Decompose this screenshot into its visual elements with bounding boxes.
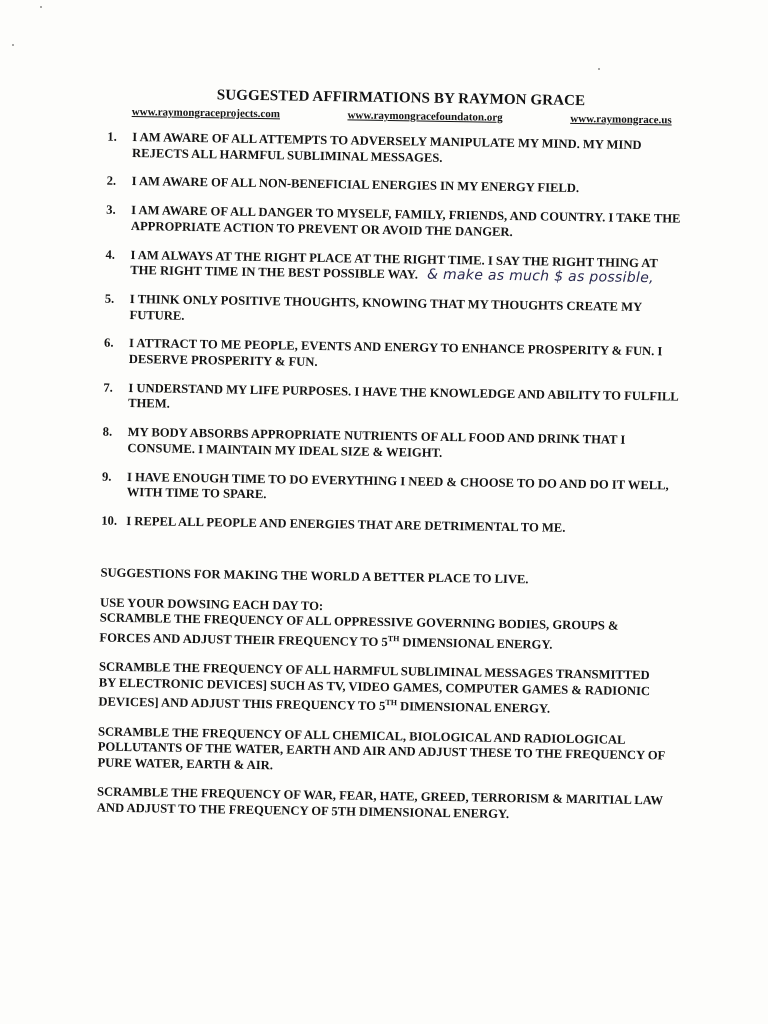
item-number: 9. [101, 469, 112, 484]
item-text: MY BODY ABSORBS APPROPRIATE NUTRIENTS OF ALL FOOD AND DRINK THAT I CONSUME. I MAINTAIN MY IDEAL SIZE & WEIGHT. [127, 425, 626, 460]
dowsing-intro: USE YOUR DOWSING EACH DAY TO: [99, 595, 324, 613]
list-item [103, 380, 683, 420]
website-link-projects[interactable]: www.raymongraceprojects.com [131, 105, 281, 121]
item-number: 8. [102, 424, 113, 439]
item-text: I THINK ONLY POSITIVE THOUGHTS, KNOWING THAT MY THOUGHTS CREATE MY FUTURE. [129, 292, 642, 323]
website-link-us[interactable]: www.raymongrace.us [570, 112, 672, 127]
item-number: 2. [106, 173, 117, 189]
item-text: I AM ALWAYS AT THE RIGHT PLACE AT THE RIGHT TIME. I SAY THE RIGHT THING AT THE RIGHT TIME IN THE BEST POSSIBLE WAY. [130, 247, 658, 282]
item-number: 7. [103, 380, 113, 395]
item-number: 3. [106, 202, 116, 218]
item-number: 5. [104, 291, 115, 306]
suggestions-section [96, 566, 670, 839]
ordinal-suffix: TH [387, 633, 400, 643]
list-item [105, 247, 685, 287]
ordinal-suffix: TH [385, 698, 398, 708]
list-item [101, 514, 681, 539]
scramble-text: SCRAMBLE THE FREQUENCY OF ALL OPPRESSIVE GOVERNING BODIES, GROUPS & FORCES AND ADJUST THEIR FREQUENCY TO 5 [99, 610, 619, 649]
item-number: 4. [105, 247, 116, 262]
list-item [102, 469, 682, 509]
list-item [107, 130, 687, 170]
list-item [107, 174, 687, 199]
list-item [102, 425, 682, 465]
list-item [104, 292, 684, 332]
scramble-paragraph: SCRAMBLE THE FREQUENCY OF ALL CHEMICAL, BIOLOGICAL AND RADIOLOGICAL POLLUTANTS OF THE WATER, EARTH AND AIR AND ADJUST THESE TO THE FREQUENCY OF PURE WATER, EARTH & AIR. [97, 724, 665, 772]
item-text: I HAVE ENOUGH TIME TO DO EVERYTHING I NEED & CHOOSE TO DO AND DO IT WELL, WITH TIME TO SPARE. [126, 469, 669, 502]
scramble-paragraph [98, 660, 669, 719]
item-text: I AM AWARE OF ALL ATTEMPTS TO ADVERSELY MANIPULATE MY MIND. MY MIND REJECTS ALL HARMFUL SUBLIMINAL MESSAGES. [132, 130, 642, 165]
affirmations-list [101, 130, 687, 552]
document-title: SUGGESTED AFFIRMATIONS BY RAYMON GRACE [216, 87, 586, 110]
item-number: 10. [101, 513, 118, 528]
item-text: I AM AWARE OF ALL NON-BENEFICIAL ENERGIES IN MY ENERGY FIELD. [131, 174, 580, 196]
item-text: I ATTRACT TO ME PEOPLE, EVENTS AND ENERGY TO ENHANCE PROSPERITY & FUN. I DESERVE PROSPERITY & FUN. [128, 336, 663, 369]
item-text: I AM AWARE OF ALL DANGER TO MYSELF, FAMILY, FRIENDS, AND COUNTRY. I TAKE THE APPROPRIATE ACTION TO PREVENT OR AVOID THE DANGER. [130, 203, 681, 239]
scramble-text-end: DIMENSIONAL ENERGY. [399, 634, 553, 652]
scramble-text-end: DIMENSIONAL ENERGY. [396, 699, 551, 716]
item-text: I UNDERSTAND MY LIFE PURPOSES. I HAVE THE KNOWLEDGE AND ABILITY TO FULFILL THEM. [128, 380, 679, 411]
suggestions-heading: SUGGESTIONS FOR MAKING THE WORLD A BETTER PLACE TO LIVE. [100, 565, 529, 587]
list-item [106, 203, 686, 243]
item-text: I REPEL ALL PEOPLE AND ENERGIES THAT ARE DETRIMENTAL TO ME. [126, 513, 566, 535]
item-number: 1. [107, 129, 117, 144]
scramble-paragraph: SCRAMBLE THE FREQUENCY OF WAR, FEAR, HATE, GREED, TERRORISM & MARITIAL LAW AND ADJUST TO THE FREQUENCY OF 5TH DIMENSIONAL ENERGY. [96, 784, 663, 821]
handwritten-note: & make as much $ as possible, [426, 266, 654, 287]
scramble-text: SCRAMBLE THE FREQUENCY OF ALL HARMFUL SUBLIMINAL MESSAGES TRANSMITTED BY ELECTRONIC DEVICES] SUCH AS TV, VIDEO GAMES, COMPUTER GAMES & RADIONIC DEVICES] AND ADJUST THIS FREQUENCY TO 5 [98, 659, 651, 714]
list-item [104, 336, 684, 376]
item-number: 6. [104, 336, 114, 351]
website-link-foundation[interactable]: www.raymongracefoundaton.org [347, 109, 503, 124]
